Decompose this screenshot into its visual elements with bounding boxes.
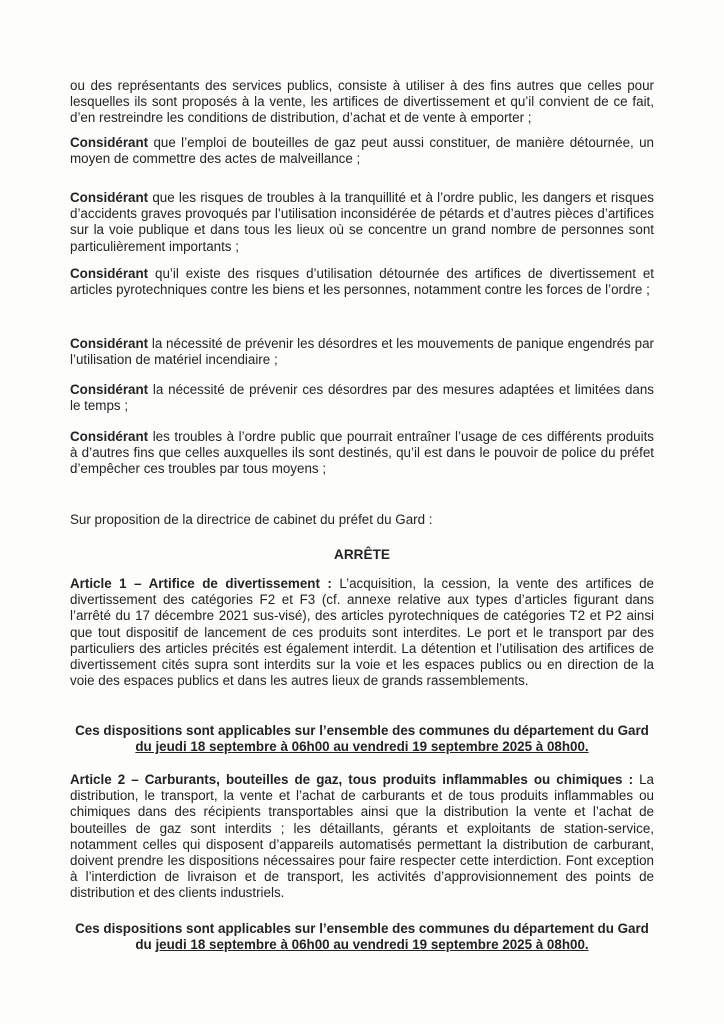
considerant-text: la nécessité de prévenir ces désordres par des mesures adaptées et limitées dans le temps ;: [70, 382, 654, 414]
article-text: La distribution, le transport, la vente et l’achat de carburants et de tous produits inflammables ou chimiques dans des récipients transportables ainsi que la distribution la vente et l’achat de bouteilles de gaz sont interdits ; les détaillants, gérants et exploitants de station-service, notamment celles qui disposent d’appareils automatisés permettant la distribution de carburant, doivent prendre les dispositions nécessaires pour faire respecter cette interdiction. Font exception à l’interdiction de livraison et de transport, les activités d’approvisionnement des points de distribution et des clients industriels.: [70, 772, 654, 901]
applicability-prefix: du: [135, 937, 156, 953]
proposal-text: Sur proposition de la directrice de cabinet du préfet du Gard :: [70, 512, 433, 527]
considerant-4: [70, 336, 654, 368]
considerant-text: que l’emploi de bouteilles de gaz peut aussi constituer, de manière détournée, un moyen de commettre des actes de malveillance ;: [70, 135, 654, 167]
considerant-text: les troubles à l’ordre public que pourrait entraîner l’usage de ces différents produits à d’autres fins que celles auxquelles ils sont destinés, qu’il est dans le pouvoir de police du préfet d’empêcher ces troubles par tous moyens ;: [70, 429, 654, 477]
article-2: [70, 772, 654, 902]
considerant-3: [70, 266, 654, 298]
article-text: L’acquisition, la cession, la vente des artifices de divertissement des catégories F2 et F3 (cf. annexe relative aux types d’articles figurant dans l’arrêté du 17 décembre 2021 sus-visé), des articles pyrotechniques de catégories T2 et P2 ainsi que tout dispositif de lancement de ces produits sont interdites. Le port et le transport par des particuliers des articles précités est également interdit. La détention et l’utilisation des artifices de divertissement cités supra sont interdits sur la voie et les espaces publics ou en direction de la voie des espaces publics et dans les autres lieux de grands rassemblements.: [70, 576, 654, 689]
considerant-text: que les risques de troubles à la tranquillité et à l’ordre public, les dangers et risques d’accidents graves provoqués par l’utilisation inconsidérée de pétards et d’autres pièces d’artifices sur la voie publique et dans tous les lieux où se concentre un grand nombre de personnes sont particulièrement importants ;: [70, 190, 654, 254]
intro-text: ou des représentants des services publics, consiste à utiliser à des fins autres que celles pour lesquelles ils sont proposés à la vente, les artifices de divertissement et qu’il convient de ce fait, d’en restreindre les conditions de distribution, d’achat et de vente à emporter ;: [70, 78, 654, 126]
decree-title: ARRÊTE: [334, 547, 390, 562]
article-1: [70, 576, 654, 689]
intro-paragraph: [70, 78, 654, 127]
considerant-lead: Considérant: [70, 266, 149, 281]
considerant-lead: Considérant: [70, 429, 149, 444]
considerant-1: [70, 135, 654, 167]
applicability-dates: jeudi 18 septembre à 06h00 au vendredi 19 septembre 2025 à 08h00.: [155, 937, 589, 953]
proposal-paragraph: [70, 512, 654, 528]
article-1-applicability: [70, 723, 654, 755]
considerant-6: [70, 429, 654, 478]
article-2-applicability: [70, 921, 654, 953]
article-heading: Article 2 – Carburants, bouteilles de gaz, tous produits inflammables ou chimiques :: [70, 772, 634, 787]
applicability-line: Ces dispositions sont applicables sur l’ensemble des communes du département du Gard: [75, 921, 649, 936]
applicability-dates: du jeudi 18 septembre à 06h00 au vendredi 19 septembre 2025 à 08h00.: [135, 739, 589, 755]
considerant-lead: Considérant: [70, 336, 149, 351]
considerant-lead: Considérant: [70, 135, 149, 150]
considerant-5: [70, 382, 654, 414]
article-heading: Article 1 – Artifice de divertissement :: [70, 576, 332, 591]
considerant-text: qu’il existe des risques d’utilisation détournée des artifices de divertissement et articles pyrotechniques contre les biens et les personnes, notamment contre les forces de l’ordre ;: [70, 266, 654, 298]
considerant-lead: Considérant: [70, 190, 149, 205]
considerant-lead: Considérant: [70, 382, 149, 397]
applicability-line: Ces dispositions sont applicables sur l’ensemble des communes du département du Gard: [75, 723, 649, 738]
considerant-2: [70, 190, 654, 255]
considerant-text: la nécessité de prévenir les désordres et les mouvements de panique engendrés par l’utilisation de matériel incendiaire ;: [70, 336, 654, 368]
